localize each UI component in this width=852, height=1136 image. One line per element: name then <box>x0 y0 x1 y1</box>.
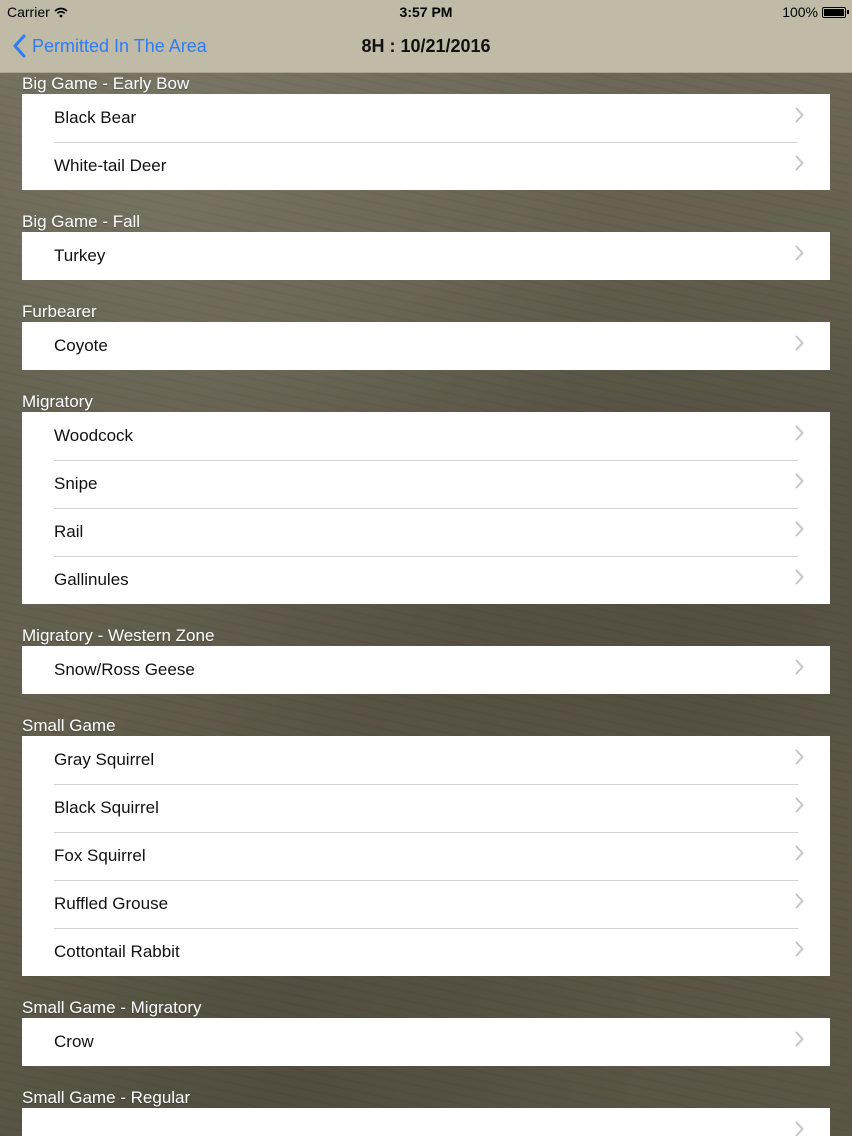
section-spacer <box>0 694 852 715</box>
section-spacer <box>0 1066 852 1087</box>
section-spacer <box>0 604 852 625</box>
section-header: Big Game - Fall <box>22 212 141 231</box>
list-item-label: Gallinules <box>54 570 129 589</box>
carrier-label: Carrier <box>7 4 50 20</box>
section-group <box>22 1108 830 1136</box>
battery-icon <box>822 7 846 18</box>
section-small-game-migratory <box>0 997 852 1087</box>
list-item[interactable] <box>22 322 830 370</box>
list-item-label: Woodcock <box>54 426 134 445</box>
section-group <box>22 412 830 604</box>
status-time: 3:57 PM <box>399 4 453 20</box>
list-item-label: Rail <box>54 522 84 541</box>
list-item-label: Snow/Ross Geese <box>54 660 195 679</box>
section-header: Small Game - Migratory <box>22 998 202 1017</box>
list-item[interactable] <box>22 142 830 190</box>
navigation-bar <box>0 24 852 73</box>
list-item[interactable] <box>22 736 830 784</box>
chevron-right-icon <box>795 749 804 765</box>
list-item[interactable] <box>22 928 830 976</box>
section-header: Furbearer <box>22 302 97 321</box>
chevron-right-icon <box>795 245 804 261</box>
list-item[interactable] <box>22 1108 830 1136</box>
chevron-right-icon <box>795 797 804 813</box>
chevron-right-icon <box>795 521 804 537</box>
list-item-label: Snipe <box>54 474 98 493</box>
list-item-label: White-tail Deer <box>54 156 167 175</box>
battery-percent: 100% <box>782 4 818 20</box>
chevron-right-icon <box>795 1121 804 1136</box>
section-header: Small Game <box>22 716 116 735</box>
section-group <box>22 322 830 370</box>
list-item[interactable] <box>22 646 830 694</box>
list-item-label: Ruffled Grouse <box>54 894 169 913</box>
chevron-right-icon <box>795 569 804 585</box>
list-item[interactable] <box>22 94 830 142</box>
section-migratory <box>0 391 852 625</box>
list-item[interactable] <box>22 784 830 832</box>
chevron-right-icon <box>795 107 804 123</box>
section-migratory-western-zone <box>0 625 852 715</box>
chevron-right-icon <box>795 335 804 351</box>
chevron-right-icon <box>795 893 804 909</box>
section-header: Small Game - Regular <box>22 1088 191 1107</box>
section-spacer <box>0 280 852 301</box>
list-item[interactable] <box>22 1018 830 1066</box>
list-item[interactable] <box>22 556 830 604</box>
section-spacer <box>0 190 852 211</box>
section-small-game-regular <box>0 1087 852 1136</box>
chevron-right-icon <box>795 1031 804 1047</box>
species-list[interactable] <box>0 73 852 1136</box>
list-item-label: Coyote <box>54 336 108 355</box>
section-spacer <box>0 370 852 391</box>
section-group <box>22 1018 830 1066</box>
back-button-label: Permitted In The Area <box>32 35 207 56</box>
section-header: Migratory <box>22 392 93 411</box>
page-title: 8H : 10/21/2016 <box>361 36 491 56</box>
chevron-right-icon <box>795 155 804 171</box>
list-item-label: Turkey <box>54 246 106 265</box>
chevron-right-icon <box>795 659 804 675</box>
section-group <box>22 736 830 976</box>
list-item[interactable] <box>22 832 830 880</box>
list-item-label: Crow <box>54 1032 94 1051</box>
chevron-right-icon <box>795 845 804 861</box>
battery-status <box>782 4 846 20</box>
section-furbearer <box>0 301 852 391</box>
section-big-game-fall <box>0 211 852 301</box>
list-item[interactable] <box>22 232 830 280</box>
section-group <box>22 94 830 190</box>
chevron-right-icon <box>795 425 804 441</box>
section-group <box>22 646 830 694</box>
section-small-game <box>0 715 852 997</box>
section-big-game-early-bow <box>0 73 852 211</box>
section-spacer <box>0 976 852 997</box>
section-group <box>22 232 830 280</box>
list-item[interactable] <box>22 508 830 556</box>
list-item[interactable] <box>22 412 830 460</box>
list-item-label: Black Bear <box>54 108 137 127</box>
section-header: Big Game - Early Bow <box>22 74 190 93</box>
list-item-label: Gray Squirrel <box>54 750 155 769</box>
chevron-right-icon <box>795 473 804 489</box>
list-item-label: Cottontail Rabbit <box>54 942 180 961</box>
section-header: Migratory - Western Zone <box>22 626 215 645</box>
status-bar <box>0 0 852 24</box>
list-item[interactable] <box>22 880 830 928</box>
list-item-label: Fox Squirrel <box>54 846 146 865</box>
list-item[interactable] <box>22 460 830 508</box>
chevron-right-icon <box>795 941 804 957</box>
list-item-label: Black Squirrel <box>54 798 159 817</box>
